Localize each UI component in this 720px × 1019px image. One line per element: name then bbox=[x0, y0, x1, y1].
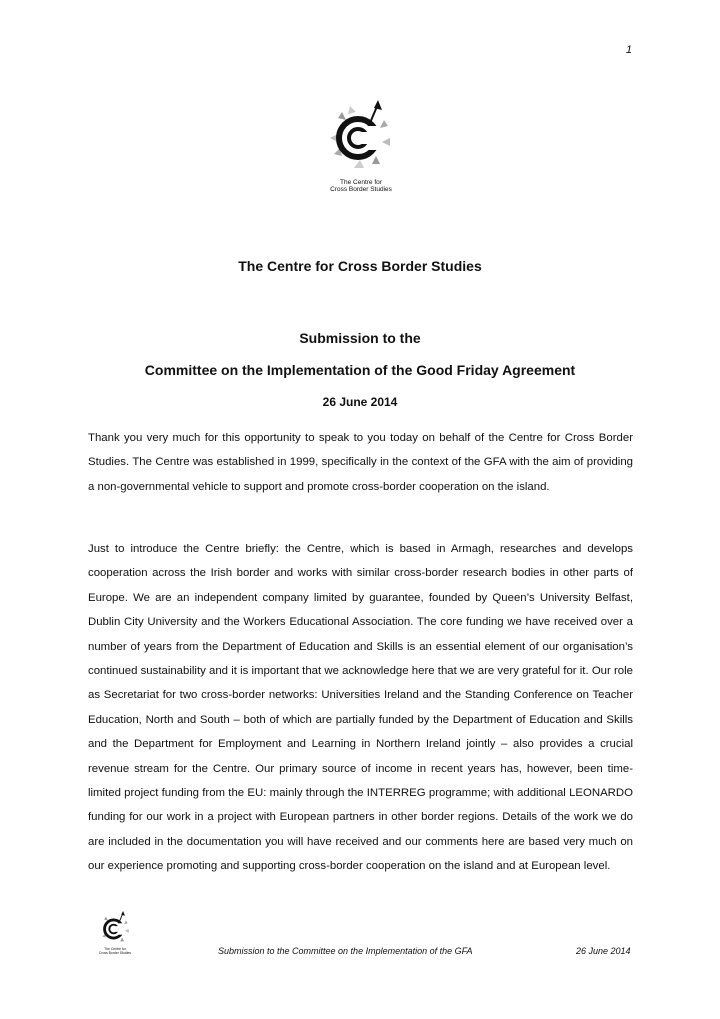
page-number: 1 bbox=[625, 44, 632, 56]
logo-text-line1: The Centre for bbox=[340, 179, 382, 186]
footer-logo-text-line2: Cross Border Studies bbox=[98, 951, 132, 955]
footer-date: 26 June 2014 bbox=[576, 946, 631, 956]
organisation-title: The Centre for Cross Border Studies bbox=[238, 258, 482, 274]
body-paragraph-1: Thank you very much for this opportunity to speak to you today on behalf of the Centre for Cross Border Studies. The Centre was established in 1999, specifically in the context of the GFA with the aim of providing a non-governmental vehicle to support and promote cross-border cooperation on the island. bbox=[88, 432, 633, 493]
footer-logo-text-line1: The Centre for bbox=[104, 947, 126, 951]
footer-document-title: Submission to the Committee on the Implementation of the GFA bbox=[218, 946, 473, 956]
logo-text-line2: Cross Border Studies bbox=[330, 186, 392, 193]
subtitle-line1: Submission to the bbox=[299, 330, 421, 346]
document-date: 26 June 2014 bbox=[322, 395, 398, 409]
subtitle-line2: Committee on the Implementation of the Good Friday Agreement bbox=[144, 362, 576, 378]
body-paragraph-2: Just to introduce the Centre briefly: the Centre, which is based in Armagh, researches and develops cooperation across the Irish border and works with similar cross-border research bodies in other parts of Europe. We are an independent company limited by guarantee, founded by Queen’s University Belfast, Dublin City University and the Workers Educational Association. The core funding we have received over a number of years from the Department of Education and Skills is an essential element of our organisation’s continued sustainability and it is important that we acknowledge here that we are very grateful for it. Our role as Secretariat for two cross-border networks: Universities Ireland and the Standing Conference on Teacher Education, North and South – both of which are partially funded by the Department of Education and Skills and the Department for Employment and Learning in Northern Ireland jointly – also provides a crucial revenue stream for the Centre. Our primary source of income in recent years has, however, been time-limited project funding from the EU: mainly through the INTERREG programme; with additional LEONARDO funding for our work in a project with European partners in other border regions. Details of the work we do are included in the documentation you will have received and our comments here are based very much on our experience promoting and supporting cross-border cooperation on the island and at European level. bbox=[88, 543, 633, 873]
footer-logo bbox=[94, 910, 136, 958]
compass-logo-icon bbox=[320, 98, 402, 178]
footer-compass-logo-icon bbox=[94, 910, 136, 948]
centre-logo bbox=[320, 98, 402, 198]
